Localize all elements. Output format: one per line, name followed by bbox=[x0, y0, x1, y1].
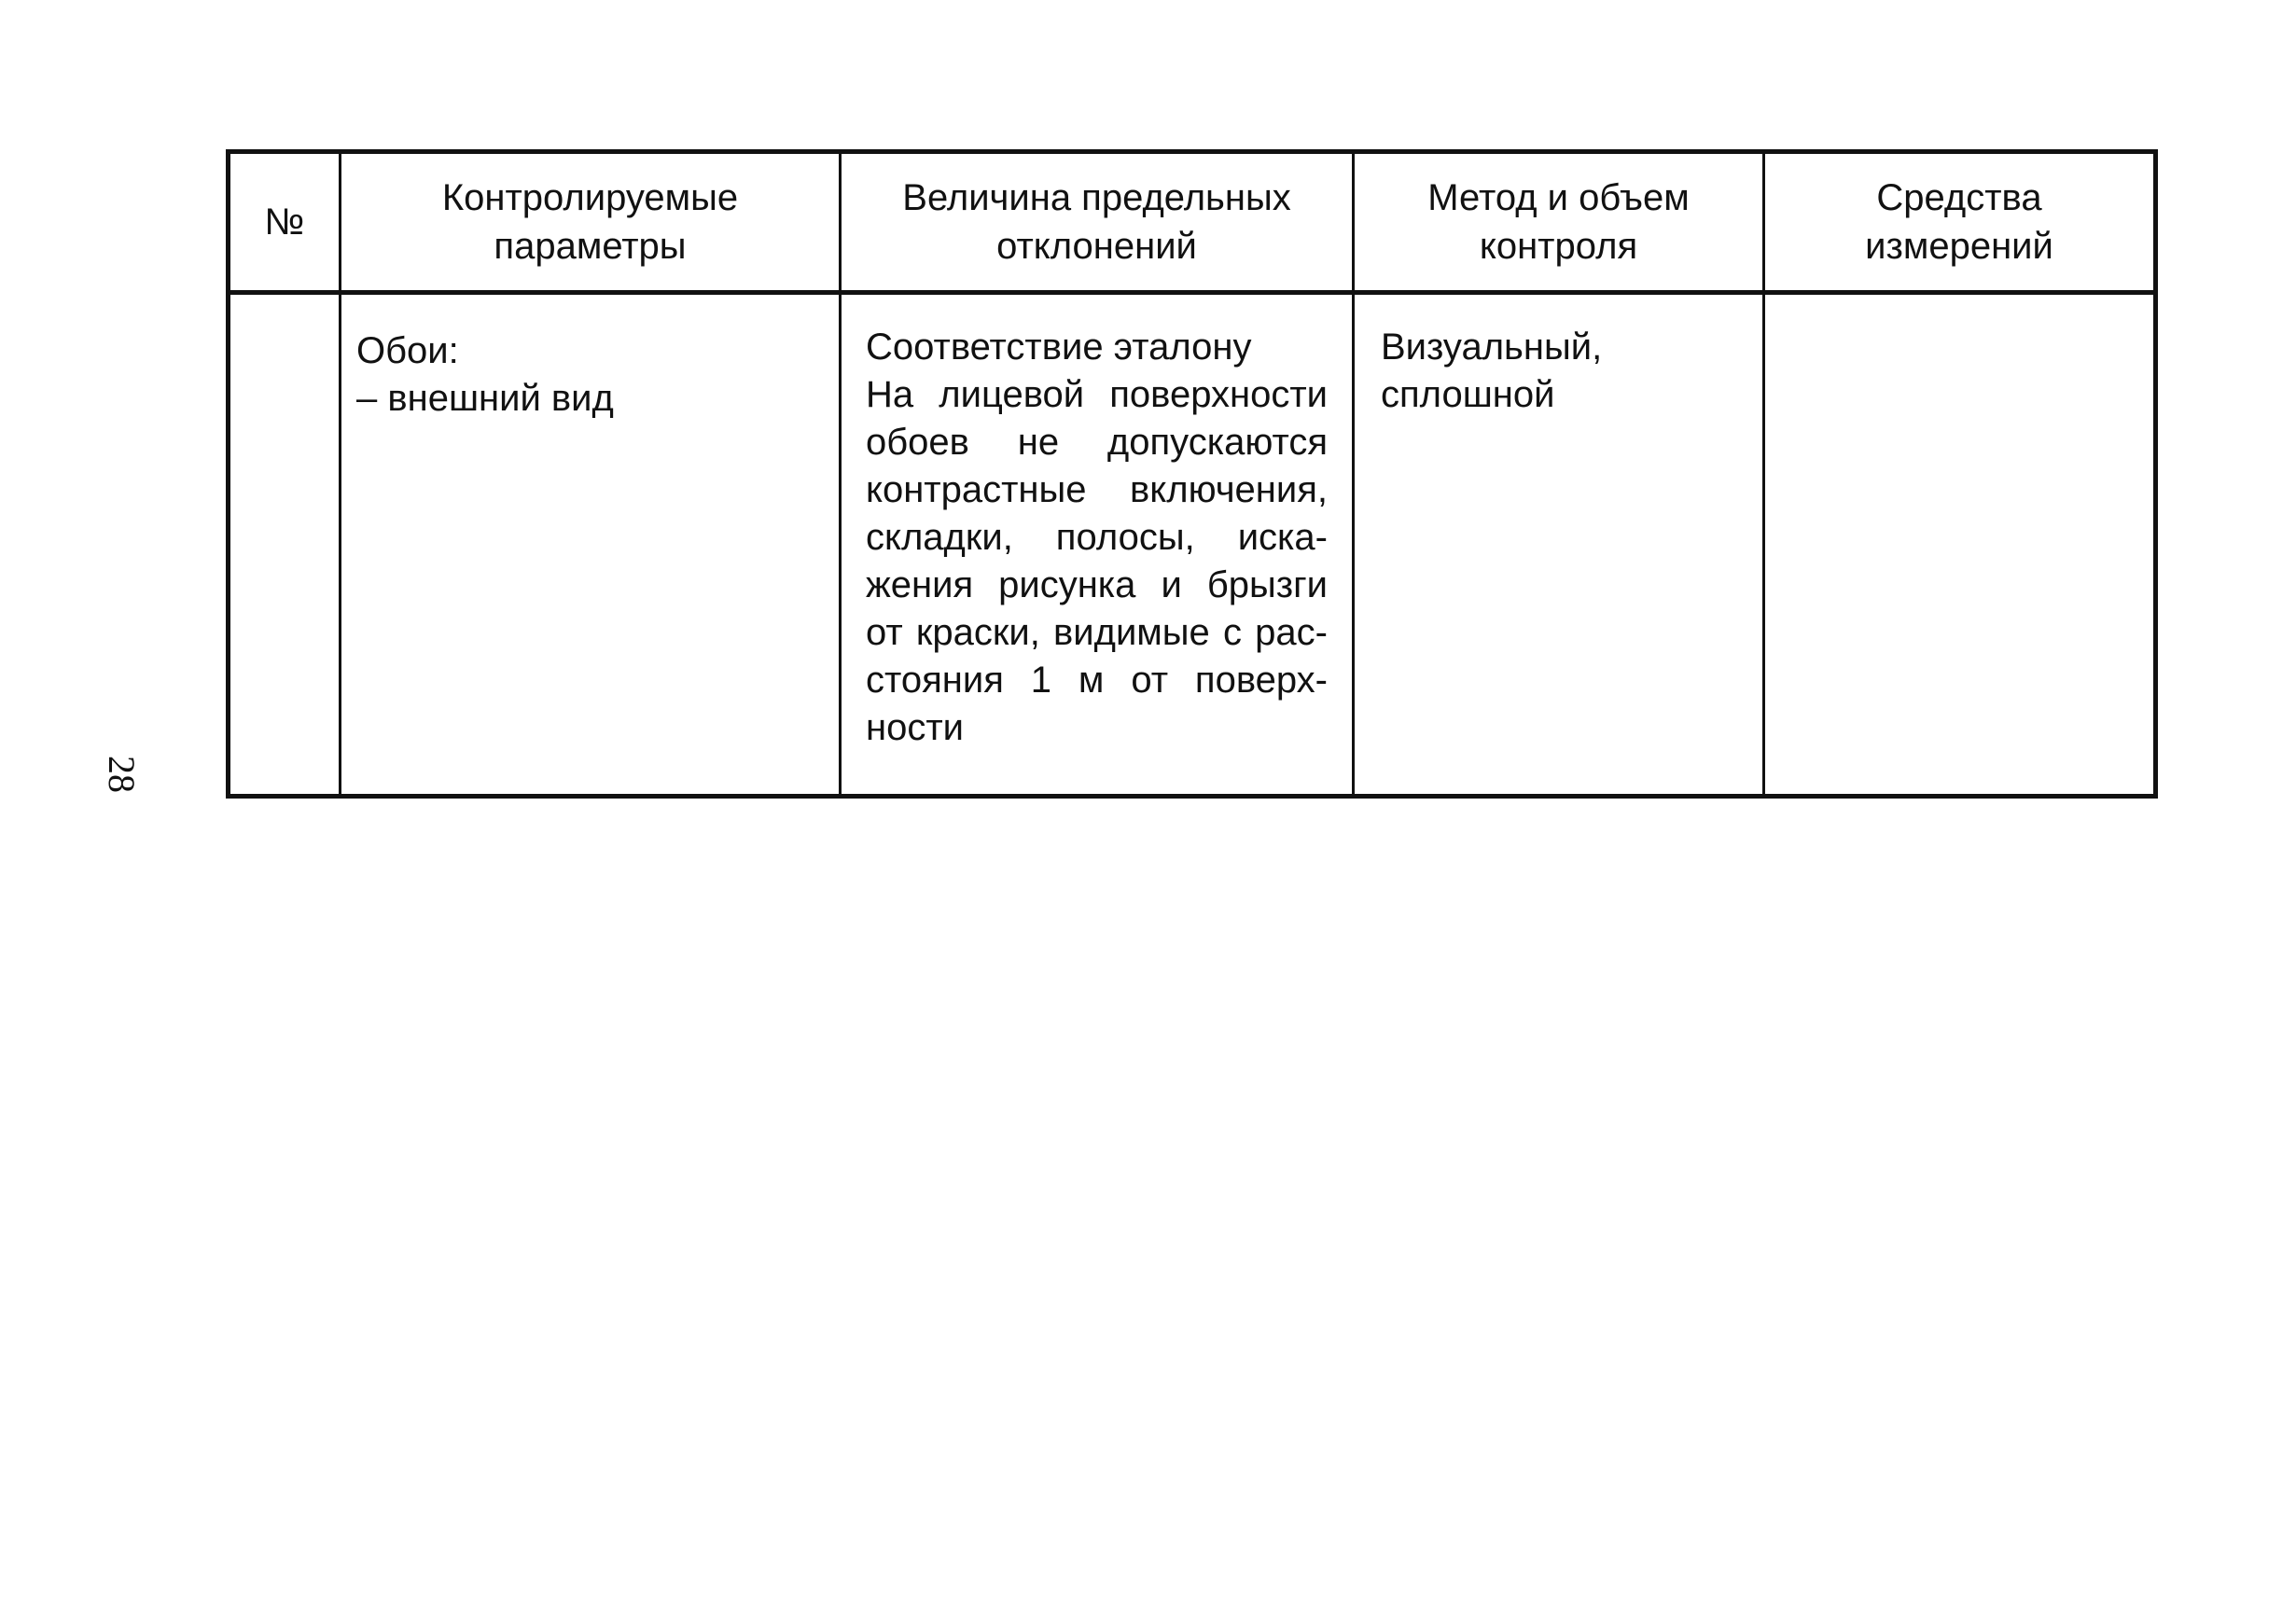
page-number: 28 bbox=[101, 756, 143, 793]
cell-number bbox=[229, 293, 341, 797]
header-number bbox=[229, 152, 341, 293]
header-method-line: Метод и объем bbox=[1427, 177, 1690, 218]
deviation-line: складки, полосы, иска- bbox=[866, 517, 1328, 558]
cell-method bbox=[1354, 293, 1764, 797]
deviation-line: от краски, видимые с рас- bbox=[866, 612, 1328, 653]
deviation-line: ности bbox=[866, 707, 964, 748]
cell-deviation bbox=[841, 293, 1354, 797]
deviation-line: На лицевой поверхности bbox=[866, 374, 1328, 415]
header-deviation-line: Величина предельных bbox=[902, 177, 1291, 218]
header-instruments bbox=[1764, 152, 2156, 293]
header-number-label: № bbox=[264, 201, 305, 243]
table-header-row bbox=[229, 152, 2156, 293]
deviation-line: жения рисунка и брызги bbox=[866, 564, 1328, 605]
deviation-line: стояния 1 м от поверх- bbox=[866, 660, 1328, 701]
control-table bbox=[226, 149, 2158, 799]
table-row bbox=[229, 293, 2156, 797]
header-method bbox=[1354, 152, 1764, 293]
deviation-title: Соответствие эталону bbox=[866, 327, 1252, 368]
header-parameters-line: Контролируемые bbox=[441, 177, 739, 218]
header-parameters-line: параметры bbox=[494, 226, 687, 267]
header-instruments-line: Средства bbox=[1876, 177, 2042, 218]
header-method-line: контроля bbox=[1479, 226, 1638, 267]
deviation-line: контрастные включения, bbox=[866, 469, 1328, 510]
parameters-line: Обои: bbox=[356, 330, 459, 371]
parameters-line: – внешний вид bbox=[356, 378, 614, 419]
header-instruments-line: измерений bbox=[1865, 226, 2053, 267]
deviation-line: обоев не допускаются bbox=[866, 422, 1328, 463]
cell-instruments bbox=[1764, 293, 2156, 797]
header-parameters bbox=[341, 152, 841, 293]
method-line: сплошной bbox=[1381, 374, 1555, 415]
header-deviation bbox=[841, 152, 1354, 293]
cell-parameters bbox=[341, 293, 841, 797]
header-deviation-line: отклонений bbox=[996, 226, 1197, 267]
method-line: Визуальный, bbox=[1381, 327, 1603, 368]
